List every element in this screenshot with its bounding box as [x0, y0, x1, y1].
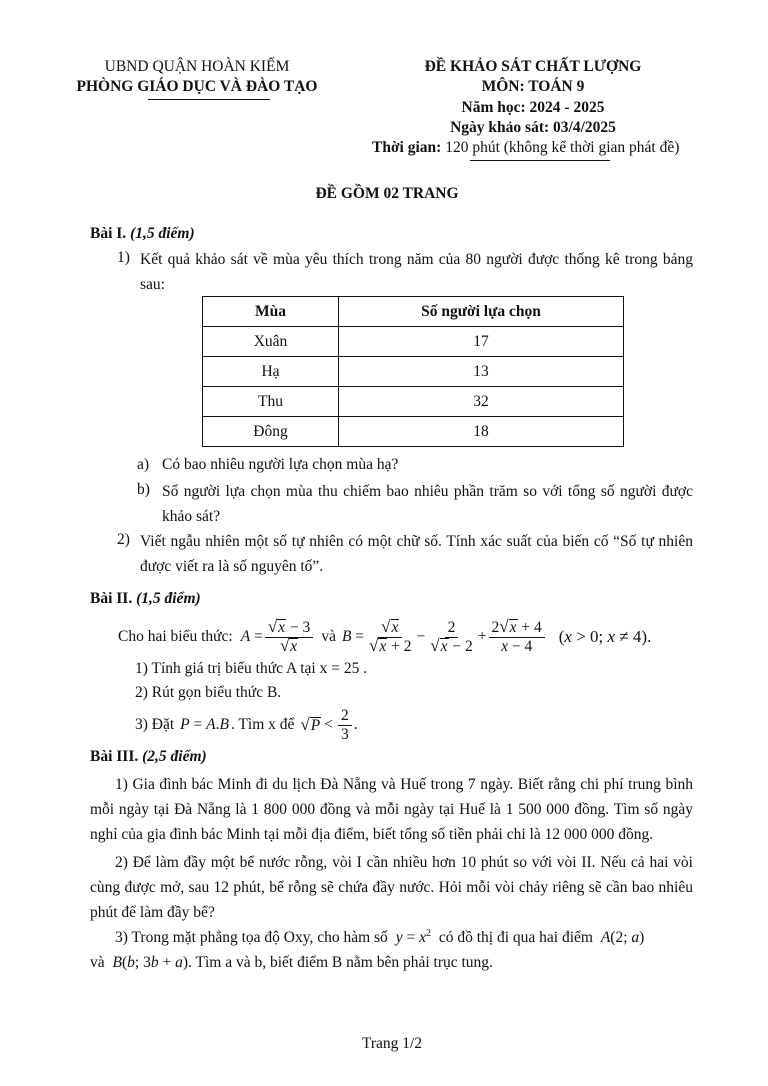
doc-title: ĐỀ GỒM 02 TRANG — [315, 185, 459, 202]
bai3-label: Bài III. — [90, 748, 139, 765]
bai2-q3-mid: . Tìm x để — [230, 716, 295, 733]
bai1-q2-num: 2) — [117, 531, 130, 548]
bai2-q3: 3) Đặt P = A.B . Tìm x để √ P < $\frac{2}{3}$ . — [135, 706, 358, 743]
table-header-season: Mùa — [203, 297, 339, 327]
bai1-q1-text: Kết quả khảo sát về mùa yêu thích trong năm của 80 người được thống kê trong bảng sau: — [140, 251, 693, 293]
page-footer: Trang 1/2 — [361, 1035, 423, 1052]
bai2-intro: Cho hai biểu thức: — [118, 628, 233, 645]
table-cell-count: 32 — [339, 387, 624, 417]
bai1-qb-text: Số người lựa chọn mùa thu chiếm bao nhiêu phần trăm so với tổng số người được khảo sát? — [162, 483, 693, 525]
header-left-underline — [148, 99, 270, 100]
bai2-heading — [90, 590, 201, 608]
bai2-and: và — [321, 628, 336, 645]
header-right-line2: MÔN: TOÁN 9 — [481, 78, 585, 95]
fraction-A: √ x − 3 √ x — [265, 619, 313, 656]
table-header-count: Số người lựa chọn — [339, 297, 624, 327]
fraction-B1: √ x √ x + 2 — [369, 616, 412, 655]
bai2-label: Bài II. — [90, 590, 133, 607]
bai1-q2-text: Viết ngẫu nhiên một số tự nhiên có một chữ số. Tính xác suất của biến cố “Số tự nhiên được viết ra là số nguyên tố”. — [140, 533, 693, 575]
time-label: Thời gian: — [372, 139, 442, 156]
header-right-line4: Ngày khảo sát: 03/4/2025 — [450, 119, 616, 136]
fraction-B3: 2 √ x + 4 x − 4 — [489, 619, 545, 656]
bai3-p3-a: 3) Trong mặt phẳng tọa độ Oxy, cho hàm số — [115, 929, 388, 947]
bai2-q2: 2) Rút gọn biểu thức B. — [135, 684, 282, 701]
table-row — [203, 357, 624, 387]
table-cell-season: Xuân — [203, 327, 339, 357]
bai2-expressions: Cho hai biểu thức: A = √ x − 3 √ x và B = √ x √ x + 2 − 2 √ x − 2 + 2 √ x + 4 x − 4 (x > 0; x ≠ 4). — [118, 616, 652, 655]
bai1-qa-label: a) — [137, 456, 150, 473]
bai3-p2: 2) Để làm đầy một bể nước rỗng, vòi I cần nhiều hơn 10 phút so với vòi II. Nếu cả hai vòi cùng được mở, sau 12 phút, bể rỗng sẽ chứa đầy nước. Hỏi mỗi vòi chảy riêng sẽ cần bao nhiêu phút để làm đầy bể? — [90, 854, 693, 921]
header-right-underline — [470, 160, 610, 161]
table-row — [203, 417, 624, 447]
fraction-B2: 2 √ x − 2 — [430, 618, 473, 655]
table-cell-count: 18 — [339, 417, 624, 447]
table-cell-season: Thu — [203, 387, 339, 417]
bai2-q3-prefix: 3) Đặt — [135, 716, 175, 733]
time-value: 120 phút (không kể thời gian phát đề) — [445, 139, 680, 156]
bai2-q1: 1) Tính giá trị biểu thức A tại x = 25 . — [135, 660, 368, 677]
bai1-heading — [90, 225, 195, 243]
table-cell-count: 17 — [339, 327, 624, 357]
table-header-row — [203, 297, 624, 327]
bai1-label: Bài I. — [90, 225, 127, 242]
bai3-p3-c: và — [90, 954, 105, 971]
header-right-line1: ĐỀ KHẢO SÁT CHẤT LƯỢNG — [424, 58, 642, 75]
bai3-p3-d: . Tìm a và b, biết điểm B nằm bên phải trục tung. — [188, 954, 493, 971]
table-row — [203, 387, 624, 417]
bai3-p3-line1: 3) Trong mặt phẳng tọa độ Oxy, cho hàm số $y = x^2$ có đồ thị đi qua hai điểm A(2; a) — [115, 928, 645, 947]
header-right-line3: Năm học: 2024 - 2025 — [461, 99, 605, 116]
bai1-qb-label: b) — [137, 481, 150, 498]
bai2-condition: (x > 0; x ≠ 4). — [558, 627, 652, 646]
bai3-points: (2,5 điểm) — [142, 748, 207, 765]
bai3-heading — [90, 748, 207, 766]
header-time — [372, 139, 679, 157]
bai1-qa-text: Có bao nhiêu người lựa chọn mùa hạ? — [162, 456, 399, 473]
bai3-p3-line2: và B(b; 3b + a). Tìm a và b, biết điểm B nằm bên phải trục tung. — [90, 954, 493, 971]
table-cell-season: Hạ — [203, 357, 339, 387]
bai2-points: (1,5 điểm) — [136, 590, 201, 607]
bai3-p1: 1) Gia đình bác Minh đi du lịch Đà Nẵng và Huế trong 7 ngày. Biết rằng chi phí trung bình mỗi ngày tại Đà Nẵng là 1 800 000 đồng và mỗi ngày tại Huế là 1 500 000 đồng. Tìm số ngày nghỉ của gia đình bác Minh tại mỗi địa điểm, biết tổng số tiền phải chi là 12 000 000 đồng. — [90, 776, 693, 843]
bai1-points: (1,5 điểm) — [130, 225, 195, 242]
header-left-line1: UBND QUẬN HOÀN KIẾM — [104, 58, 290, 75]
bai3-p3-b: có đồ thị đi qua hai điểm — [438, 929, 593, 947]
survey-table — [202, 296, 624, 447]
header-left-line2: PHÒNG GIÁO DỤC VÀ ĐÀO TẠO — [76, 78, 318, 95]
table-cell-count: 13 — [339, 357, 624, 387]
table-row — [203, 327, 624, 357]
table-cell-season: Đông — [203, 417, 339, 447]
bai1-q1-num: 1) — [117, 249, 130, 266]
